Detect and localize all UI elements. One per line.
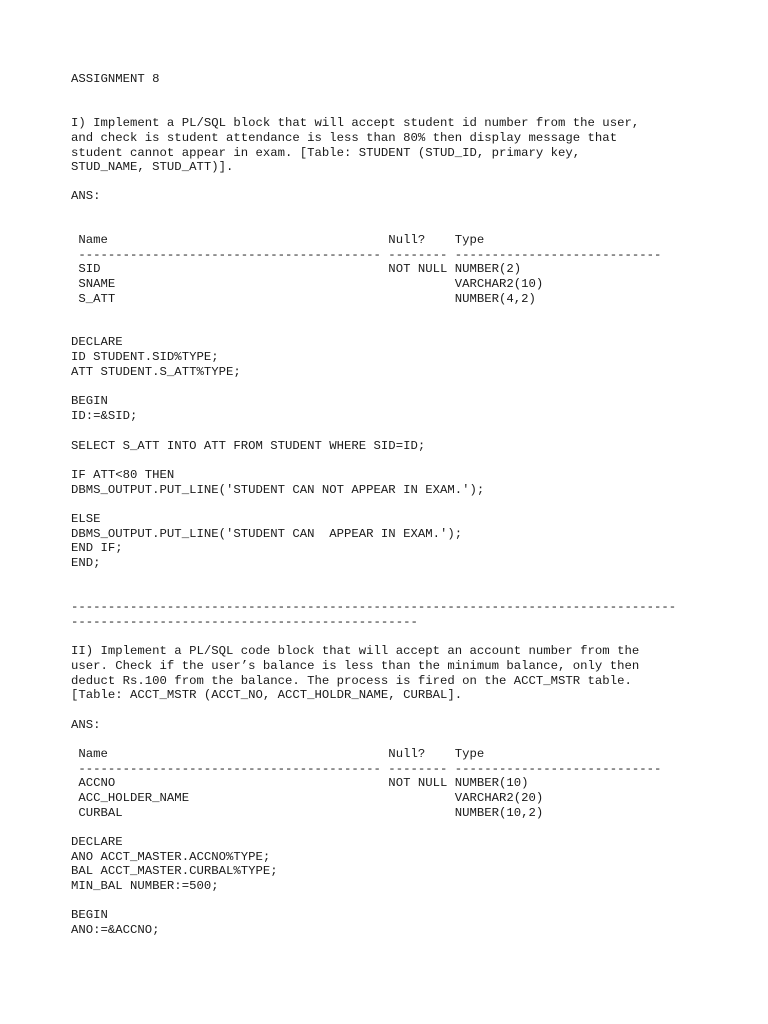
code-1-line: ATT STUDENT.S_ATT%TYPE;: [71, 365, 241, 379]
table-2-header: Name Null? Type: [71, 747, 485, 761]
code-2-line: MIN_BAL NUMBER:=500;: [71, 879, 219, 893]
code-1-line: ID STUDENT.SID%TYPE;: [71, 350, 219, 364]
code-1-line: IF ATT<80 THEN: [71, 468, 175, 482]
code-1-line: DECLARE: [71, 335, 123, 349]
question-1-text-line: and check is student attendance is less than 80% then display message that: [71, 131, 618, 145]
code-1-line: SELECT S_ATT INTO ATT FROM STUDENT WHERE SID=ID;: [71, 439, 426, 453]
question-2-text-line: deduct Rs.100 from the balance. The process is fired on the ACCT_MSTR table.: [71, 674, 632, 688]
code-1-line: END IF;: [71, 541, 123, 555]
table-2-divider: ----------------------------------------- -------- ----------------------------: [71, 762, 662, 776]
table-1-row: S_ATT NUMBER(4,2): [71, 292, 536, 306]
assignment-title: ASSIGNMENT 8: [71, 72, 160, 86]
answer-label-2: ANS:: [71, 718, 101, 732]
question-1-text-line: student cannot appear in exam. [Table: STUDENT (STUD_ID, primary key,: [71, 146, 581, 160]
table-1-row: SNAME VARCHAR2(10): [71, 277, 544, 291]
question-2-text-line: [Table: ACCT_MSTR (ACCT_NO, ACCT_HOLDR_NAME, CURBAL].: [71, 688, 463, 702]
code-1-line: BEGIN: [71, 394, 108, 408]
code-1-line: DBMS_OUTPUT.PUT_LINE('STUDENT CAN APPEAR IN EXAM.');: [71, 527, 463, 541]
code-1-line: ID:=&SID;: [71, 409, 138, 423]
code-2-line: DECLARE: [71, 835, 123, 849]
code-1-line: DBMS_OUTPUT.PUT_LINE('STUDENT CAN NOT APPEAR IN EXAM.');: [71, 483, 485, 497]
question-1-text-line: I) Implement a PL/SQL block that will accept student id number from the user,: [71, 116, 640, 130]
code-2-line: ANO:=&ACCNO;: [71, 923, 160, 937]
section-separator: -----------------------------------------------: [71, 615, 418, 629]
code-1-line: END;: [71, 556, 101, 570]
table-1-row: SID NOT NULL NUMBER(2): [71, 262, 522, 276]
table-2-row: ACCNO NOT NULL NUMBER(10): [71, 776, 529, 790]
table-2-row: ACC_HOLDER_NAME VARCHAR2(20): [71, 791, 544, 805]
section-separator: ----------------------------------------------------------------------------------: [71, 600, 677, 614]
table-1-divider: ----------------------------------------- -------- ----------------------------: [71, 248, 662, 262]
question-2-text-line: II) Implement a PL/SQL code block that will accept an account number from the: [71, 644, 640, 658]
question-2-text-line: user. Check if the user’s balance is less than the minimum balance, only then: [71, 659, 640, 673]
table-1-header: Name Null? Type: [71, 233, 485, 247]
code-2-line: BAL ACCT_MASTER.CURBAL%TYPE;: [71, 864, 278, 878]
question-1-text-line: STUD_NAME, STUD_ATT)].: [71, 160, 234, 174]
answer-label-1: ANS:: [71, 189, 101, 203]
code-2-line: BEGIN: [71, 908, 108, 922]
code-2-line: ANO ACCT_MASTER.ACCNO%TYPE;: [71, 850, 271, 864]
code-1-line: ELSE: [71, 512, 101, 526]
table-2-row: CURBAL NUMBER(10,2): [71, 806, 544, 820]
